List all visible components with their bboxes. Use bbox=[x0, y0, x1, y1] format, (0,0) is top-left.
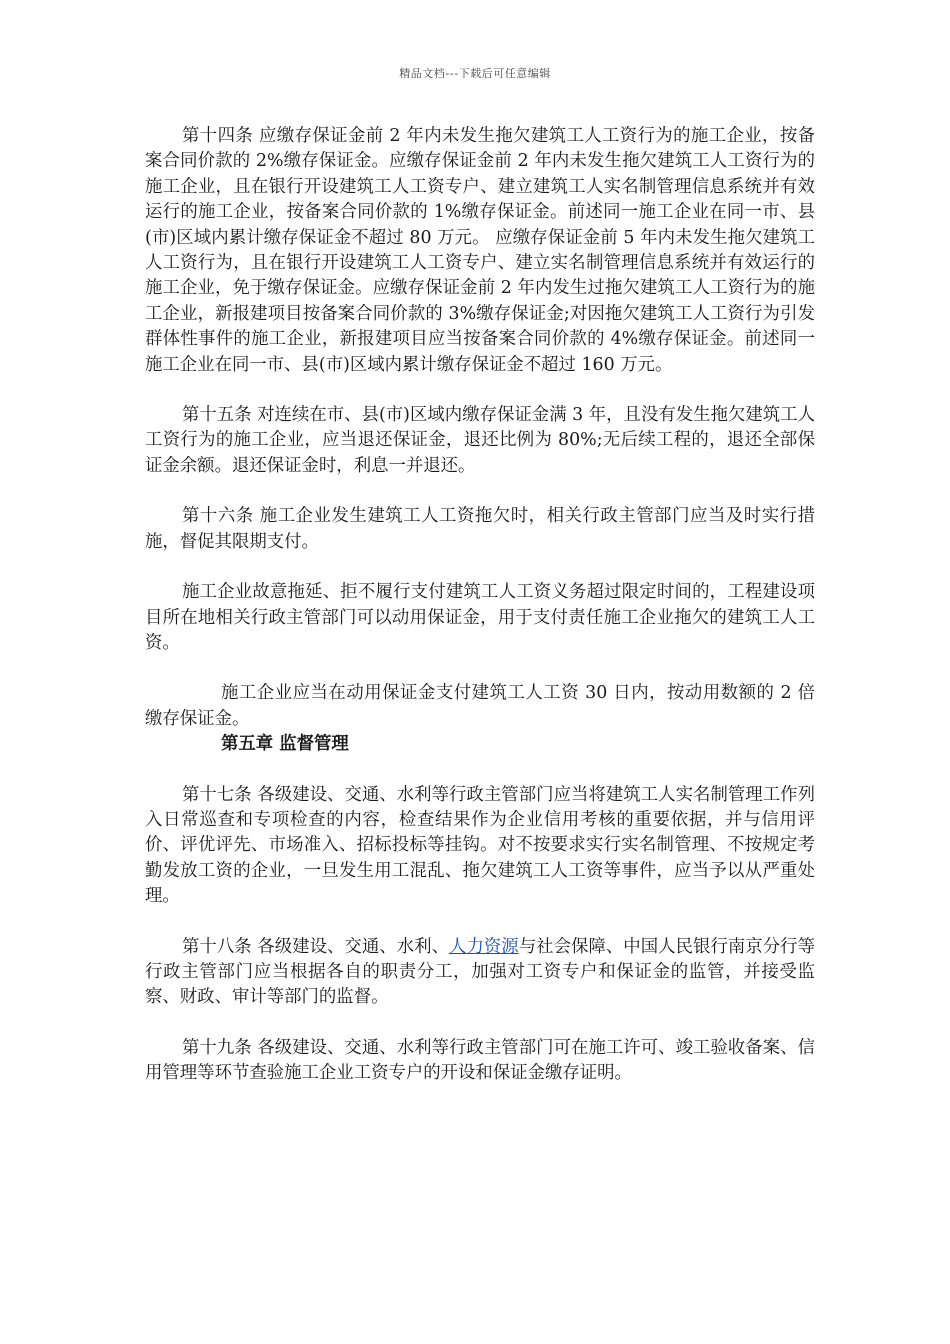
document-body bbox=[145, 124, 815, 1087]
chapter-5-heading: 第五章 监督管理 bbox=[221, 734, 349, 755]
article-16: 第十六条 施工企业发生建筑工人工资拖欠时，相关行政主管部门应当及时实行措施，督促其限期支付。 bbox=[145, 506, 815, 552]
article-19: 第十九条 各级建设、交通、水利等行政主管部门可在施工许可、竣工验收备案、信用管理等环节查验施工企业工资专户的开设和保证金缴存证明。 bbox=[145, 1037, 815, 1084]
paragraph-replenish-guarantee: 施工企业应当在动用保证金支付建筑工人工资 30 日内，按动用数额的 2 倍缴存保证金。 bbox=[145, 683, 815, 729]
article-15: 第十五条 对连续在市、县(市)区域内缴存保证金满 3 年，且没有发生拖欠建筑工人工资行为的施工企业，应当退还保证金，退还比例为 80%;无后续工程的，退还全部保证金余额。退还保证金时，利息一并退还。 bbox=[145, 405, 815, 476]
article-14: 第十四条 应缴存保证金前 2 年内未发生拖欠建筑工人工资行为的施工企业，按备案合同价款的 2%缴存保证金。应缴存保证金前 2 年内未发生拖欠建筑工人工资行为的施工企业，且在银行开设建筑工人工资专户、建立建筑工人实名制管理信息系统并有效运行的施工企业，按备案合同价款的 1%缴存保证金。前述同一施工企业在同一市、县(市)区域内累计缴存保证金不超过 80 万元。 应缴存保证金前 5 年内未发生拖欠建筑工人工资行为，且在银行开设建筑工人工资专户、建立实名制管理信息系统并有效运行的施工企业，免于缴存保证金。应缴存保证金前 2 年内发生过拖欠建筑工人工资行为的施工企业，新报建项目按备案合同价款的 3%缴存保证金;对因拖欠建筑工人工资行为引发群体性事件的施工企业，新报建项目应当按备案合同价款的 4%缴存保证金。前述同一施工企业在同一市、县(市)区域内累计缴存保证金不超过 160 万元。 bbox=[145, 126, 815, 375]
paragraph-guarantee-use: 施工企业故意拖延、拒不履行支付建筑工人工资义务超过限定时间的，工程建设项目所在地相关行政主管部门可以动用保证金，用于支付责任施工企业拖欠的建筑工人工资。 bbox=[145, 582, 815, 653]
article-18-text-before: 第十八条 各级建设、交通、水利、 bbox=[182, 936, 450, 957]
article-18 bbox=[145, 935, 815, 1011]
article-17: 第十七条 各级建设、交通、水利等行政主管部门应当将建筑工人实名制管理工作列入日常巡查和专项检查的内容，检查结果作为企业信用考核的重要依据，并与信用评价、评优评先、市场准入、招标投标等挂钩。对不按要求实行实名制管理、不按规定考勤发放工资的企业，一旦发生用工混乱、拖欠建筑工人工资等事件，应当予以从严重处理。 bbox=[145, 784, 815, 907]
page-header: 精品文档---下载后可任意编辑 bbox=[399, 67, 551, 80]
human-resources-link[interactable]: 人力资源 bbox=[449, 936, 519, 957]
article-18-text-after: 与社会保障、中国人民银行南京分行等行政主管部门应当根据各自的职责分工，加强对工资专户和保证金的监管，并接受监察、财政、审计等部门的监督。 bbox=[145, 936, 815, 1008]
